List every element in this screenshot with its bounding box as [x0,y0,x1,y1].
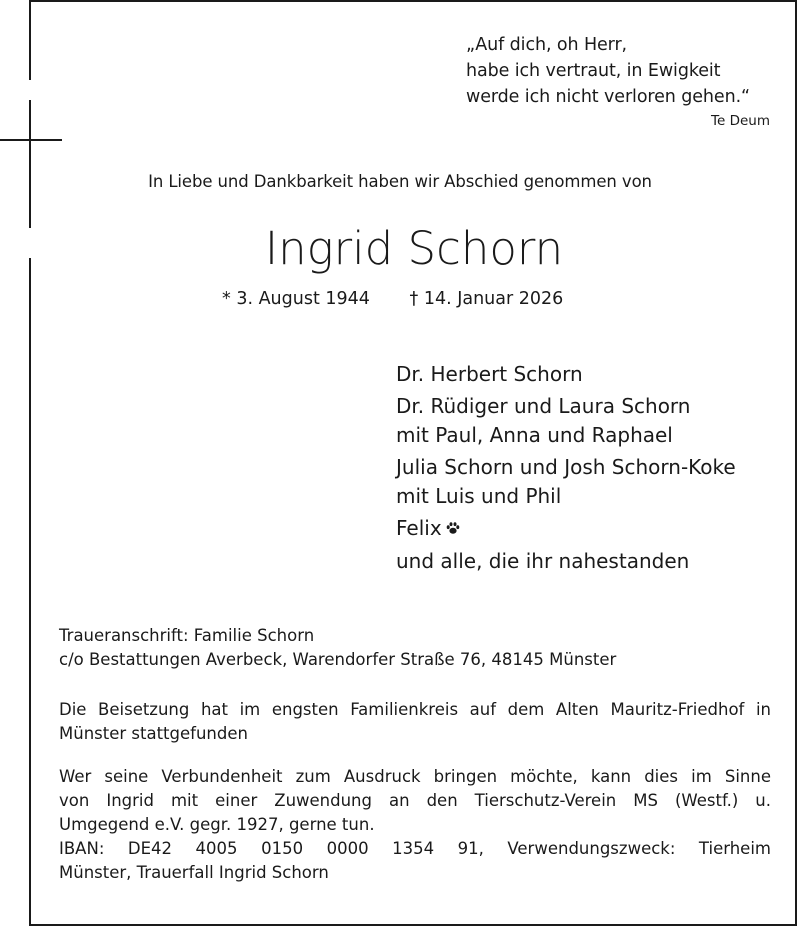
mourning-address [59,624,771,672]
family-line: Dr. Herbert Schorn [396,362,583,386]
donation-notice [59,765,771,885]
family-entry [396,514,736,544]
frame-left-edge-top [29,0,31,80]
family-line: Dr. Rüdiger und Laura Schorn [396,394,691,418]
burial-line: Münster stattgefunden [59,724,248,743]
donation-line: IBAN: DE42 4005 0150 0000 1354 91, Verwendungszweck: Tierheim [59,839,771,858]
quote-line: „Auf dich, oh Herr, [466,35,628,55]
family-entry [396,392,736,450]
bible-quote [466,32,750,110]
family-line: Felix [396,516,442,540]
intro-text: In Liebe und Dankbarkeit haben wir Abschied genommen von [148,172,652,191]
family-list [396,360,736,579]
donation-line: Umgegend e.V. gegr. 1927, gerne tun. [59,815,375,834]
address-line: c/o Bestattungen Averbeck, Warendorfer Straße 76, 48145 Münster [59,650,617,669]
address-line: Traueranschrift: Familie Schorn [59,626,315,645]
deceased-name: Ingrid Schorn [264,222,564,275]
family-entry [396,547,736,576]
birth-date: * 3. August 1944 [222,289,370,309]
family-line: Julia Schorn und Josh Schorn-Koke [396,455,736,479]
quote-line: habe ich vertraut, in Ewigkeit [466,61,721,81]
family-line: mit Paul, Anna und Raphael [396,423,673,447]
family-entry [396,360,736,389]
donation-line: Wer seine Verbundenheit zum Ausdruck bringen möchte, kann dies im Sinne [59,767,771,786]
family-line: und alle, die ihr nahestanden [396,549,690,573]
burial-line: Die Beisetzung hat im engsten Familienkreis auf dem Alten Mauritz-Friedhof in [59,700,771,719]
family-line: mit Luis und Phil [396,484,562,508]
quote-line: werde ich nicht verloren gehen.“ [466,87,751,107]
life-dates [222,289,563,309]
burial-notice [59,698,771,746]
quote-source: Te Deum [711,113,770,129]
donation-line: Münster, Trauerfall Ingrid Schorn [59,863,329,882]
frame-left-edge-bottom [29,258,31,926]
donation-line: von Ingrid mit einer Zuwendung an den Tierschutz-Verein MS (Westf.) u. [59,791,771,810]
family-entry [396,453,736,511]
paw-icon [445,515,461,544]
death-date: † 14. Januar 2026 [409,289,564,309]
